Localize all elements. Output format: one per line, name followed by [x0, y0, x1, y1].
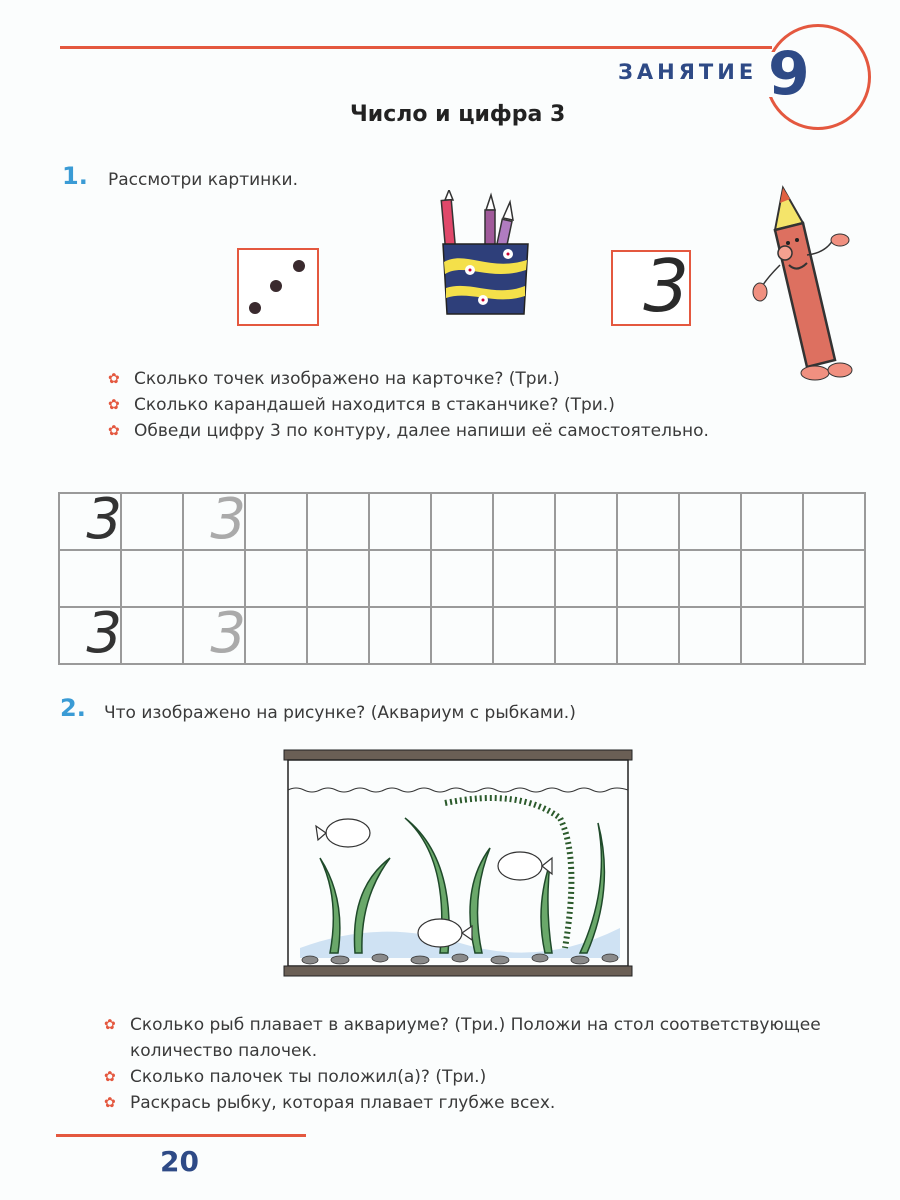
dot	[249, 302, 261, 314]
grid-row	[59, 607, 865, 664]
digit-3: 3	[643, 244, 689, 328]
grid-cell[interactable]	[431, 607, 493, 664]
task-2-text: Что изображено на рисунке? (Аквариум с рыбками.)	[104, 703, 576, 723]
grid-cell[interactable]	[183, 487, 246, 552]
flower-icon: ✿	[104, 1095, 116, 1111]
grid-cell[interactable]	[493, 607, 555, 664]
flower-icon: ✿	[108, 397, 120, 413]
grid-cell[interactable]	[679, 550, 741, 607]
grid-cell[interactable]	[121, 550, 183, 607]
grid-cell[interactable]	[803, 607, 865, 664]
task-1-text: Рассмотри картинки.	[108, 170, 298, 190]
grid-cell[interactable]	[307, 607, 369, 664]
lesson-label: ЗАНЯТИЕ	[618, 60, 758, 84]
grid-cell[interactable]	[369, 550, 431, 607]
task-2-number: 2.	[60, 694, 86, 722]
grid-cell[interactable]	[617, 607, 679, 664]
grid-cell[interactable]	[617, 493, 679, 550]
grid-cell[interactable]	[183, 601, 246, 666]
sample-digit: 3	[86, 601, 122, 666]
grid-cell[interactable]	[555, 550, 617, 607]
pencil-character-illustration	[745, 185, 870, 385]
task-1-number: 1.	[62, 162, 88, 190]
dot	[293, 260, 305, 272]
bullet-item: ✿ Сколько рыб плавает в аквариуме? (Три.) Положи на стол соответствующее количество палочек.	[104, 1012, 874, 1064]
grid-cell[interactable]	[431, 550, 493, 607]
bullet-item: ✿ Сколько палочек ты положил(а)? (Три.)	[104, 1064, 874, 1090]
grid-cell[interactable]	[679, 493, 741, 550]
writing-grid	[58, 487, 866, 666]
grid-cell[interactable]	[121, 607, 183, 664]
bullet-item: ✿ Сколько карандашей находится в стаканчике? (Три.)	[108, 392, 808, 418]
footer-rule	[56, 1134, 306, 1137]
grid-cell[interactable]	[803, 493, 865, 550]
grid-cell[interactable]	[245, 493, 307, 550]
task-2-bullets	[104, 1012, 874, 1116]
aquarium-illustration	[280, 748, 635, 980]
grid-cell[interactable]	[493, 493, 555, 550]
grid-cell[interactable]	[245, 550, 307, 607]
grid-cell[interactable]	[741, 493, 803, 550]
grid-cell[interactable]	[307, 550, 369, 607]
lesson-number: 9	[768, 39, 810, 109]
grid-cell[interactable]	[245, 607, 307, 664]
flower-icon: ✿	[108, 371, 120, 387]
grid-cell[interactable]	[493, 550, 555, 607]
grid-cell[interactable]	[617, 550, 679, 607]
flower-icon: ✿	[108, 423, 120, 439]
header-rule	[60, 46, 772, 49]
grid-cell[interactable]	[679, 607, 741, 664]
grid-cell[interactable]	[59, 601, 122, 666]
flower-icon: ✿	[104, 1069, 116, 1085]
grid-cell[interactable]	[741, 550, 803, 607]
sample-digit: 3	[86, 487, 122, 552]
grid-cell[interactable]	[741, 607, 803, 664]
bullet-item: ✿ Обведи цифру 3 по контуру, далее напиши её самостоятельно.	[108, 418, 808, 444]
digit-card	[611, 244, 691, 328]
grid-row	[59, 493, 865, 550]
grid-cell[interactable]	[431, 493, 493, 550]
task-1-bullets	[108, 366, 808, 444]
bullet-item: ✿ Раскрась рыбку, которая плавает глубже всех.	[104, 1090, 874, 1116]
dot	[270, 280, 282, 292]
grid-cell[interactable]	[59, 487, 122, 552]
grid-cell[interactable]	[183, 550, 245, 607]
pencil-cup-illustration	[435, 190, 535, 320]
grid-cell[interactable]	[307, 493, 369, 550]
grid-row	[59, 550, 865, 607]
grid-cell[interactable]	[369, 493, 431, 550]
trace-digit: 3	[210, 601, 246, 666]
grid-cell[interactable]	[59, 550, 121, 607]
dot-card	[237, 248, 319, 326]
trace-digit: 3	[210, 487, 246, 552]
grid-cell[interactable]	[555, 493, 617, 550]
grid-cell[interactable]	[121, 493, 183, 550]
grid-cell[interactable]	[369, 607, 431, 664]
grid-cell[interactable]	[555, 607, 617, 664]
grid-cell[interactable]	[803, 550, 865, 607]
page-number: 20	[160, 1145, 199, 1178]
page-title: Число и цифра 3	[350, 102, 566, 127]
bullet-item: ✿ Сколько точек изображено на карточке? (Три.)	[108, 366, 808, 392]
flower-icon: ✿	[104, 1017, 116, 1033]
